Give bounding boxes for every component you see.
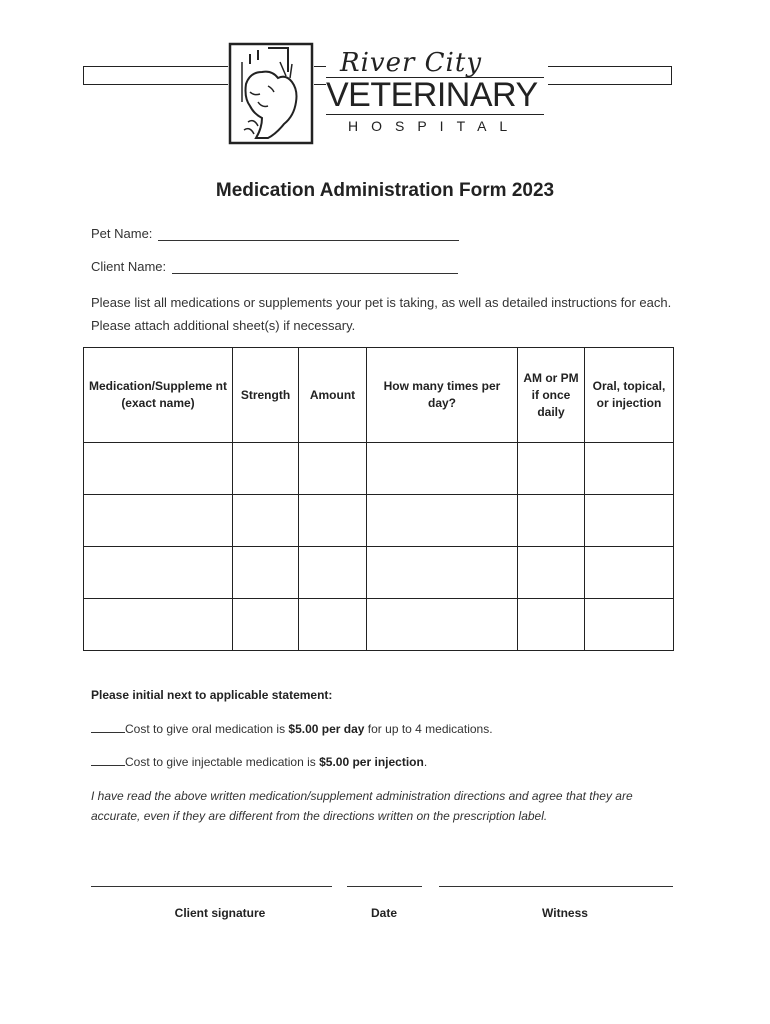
oral-cost-statement xyxy=(91,722,493,736)
logo-rule-bottom xyxy=(326,114,544,115)
client-name-field[interactable] xyxy=(172,261,458,274)
cell-am-pm[interactable] xyxy=(518,547,585,599)
header-route: Oral, topical, or injection xyxy=(585,348,674,443)
cell-times-per-day[interactable] xyxy=(367,495,518,547)
client-name-label: Client Name: xyxy=(91,259,167,274)
cell-strength[interactable] xyxy=(233,547,299,599)
oral-price: $5.00 per day xyxy=(288,722,365,736)
client-name-row xyxy=(91,259,458,274)
table-row xyxy=(84,599,674,651)
logo-dog-cat-icon xyxy=(228,42,314,145)
table-row xyxy=(84,443,674,495)
cell-times-per-day[interactable] xyxy=(367,547,518,599)
injection-prefix: Cost to give injectable medication is xyxy=(125,755,320,769)
header-medication: Medication/Suppleme nt (exact name) xyxy=(84,348,233,443)
header-strength: Strength xyxy=(233,348,299,443)
cell-strength[interactable] xyxy=(233,495,299,547)
witness-label: Witness xyxy=(542,906,588,920)
cell-medication[interactable] xyxy=(84,599,233,651)
cell-amount[interactable] xyxy=(299,443,367,495)
cell-amount[interactable] xyxy=(299,547,367,599)
witness-line[interactable] xyxy=(439,886,673,887)
header-am-pm: AM or PM if once daily xyxy=(518,348,585,443)
medication-table xyxy=(83,347,674,651)
table-header-row xyxy=(84,348,674,443)
cell-medication[interactable] xyxy=(84,547,233,599)
cell-am-pm[interactable] xyxy=(518,495,585,547)
cell-am-pm[interactable] xyxy=(518,599,585,651)
cell-route[interactable] xyxy=(585,599,674,651)
cell-am-pm[interactable] xyxy=(518,443,585,495)
pet-name-label: Pet Name: xyxy=(91,226,153,241)
logo-main-text: VETERINARY xyxy=(326,76,538,114)
cell-strength[interactable] xyxy=(233,443,299,495)
cell-strength[interactable] xyxy=(233,599,299,651)
table-row xyxy=(84,547,674,599)
cell-route[interactable] xyxy=(585,495,674,547)
cell-amount[interactable] xyxy=(299,495,367,547)
logo-text xyxy=(326,48,548,140)
logo-script-text: River City xyxy=(340,48,483,78)
agreement-text: I have read the above written medication/supplement administration directions and agree that they are accurate, even if they are different from the directions written on the prescription label. xyxy=(91,789,633,823)
cell-medication[interactable] xyxy=(84,495,233,547)
oral-suffix: for up to 4 medications. xyxy=(364,722,493,736)
injection-cost-statement xyxy=(91,755,427,769)
cell-times-per-day[interactable] xyxy=(367,443,518,495)
table-row xyxy=(84,495,674,547)
oral-prefix: Cost to give oral medication is xyxy=(125,722,289,736)
cell-route[interactable] xyxy=(585,443,674,495)
form-title: Medication Administration Form 2023 xyxy=(215,180,555,201)
client-signature-line[interactable] xyxy=(91,886,332,887)
pet-name-row xyxy=(91,226,459,241)
instructions-text: Please list all medications or supplements your pet is taking, as well as detailed instructions for each. Please attach additional sheet(s) if necessary. xyxy=(91,295,672,333)
logo-sub-text: HOSPITAL xyxy=(348,118,521,134)
cell-route[interactable] xyxy=(585,547,674,599)
cell-amount[interactable] xyxy=(299,599,367,651)
cell-times-per-day[interactable] xyxy=(367,599,518,651)
date-line[interactable] xyxy=(347,886,422,887)
header-times-per-day: How many times per day? xyxy=(367,348,518,443)
cell-medication[interactable] xyxy=(84,443,233,495)
initial-heading: Please initial next to applicable statement: xyxy=(91,688,333,702)
header-amount: Amount xyxy=(299,348,367,443)
date-label: Date xyxy=(370,906,397,920)
injection-initial-field[interactable] xyxy=(91,755,125,766)
injection-price: $5.00 per injection xyxy=(319,755,424,769)
injection-suffix: . xyxy=(423,755,428,769)
client-signature-label: Client signature xyxy=(174,906,266,920)
oral-initial-field[interactable] xyxy=(91,722,125,733)
pet-name-field[interactable] xyxy=(158,228,459,241)
